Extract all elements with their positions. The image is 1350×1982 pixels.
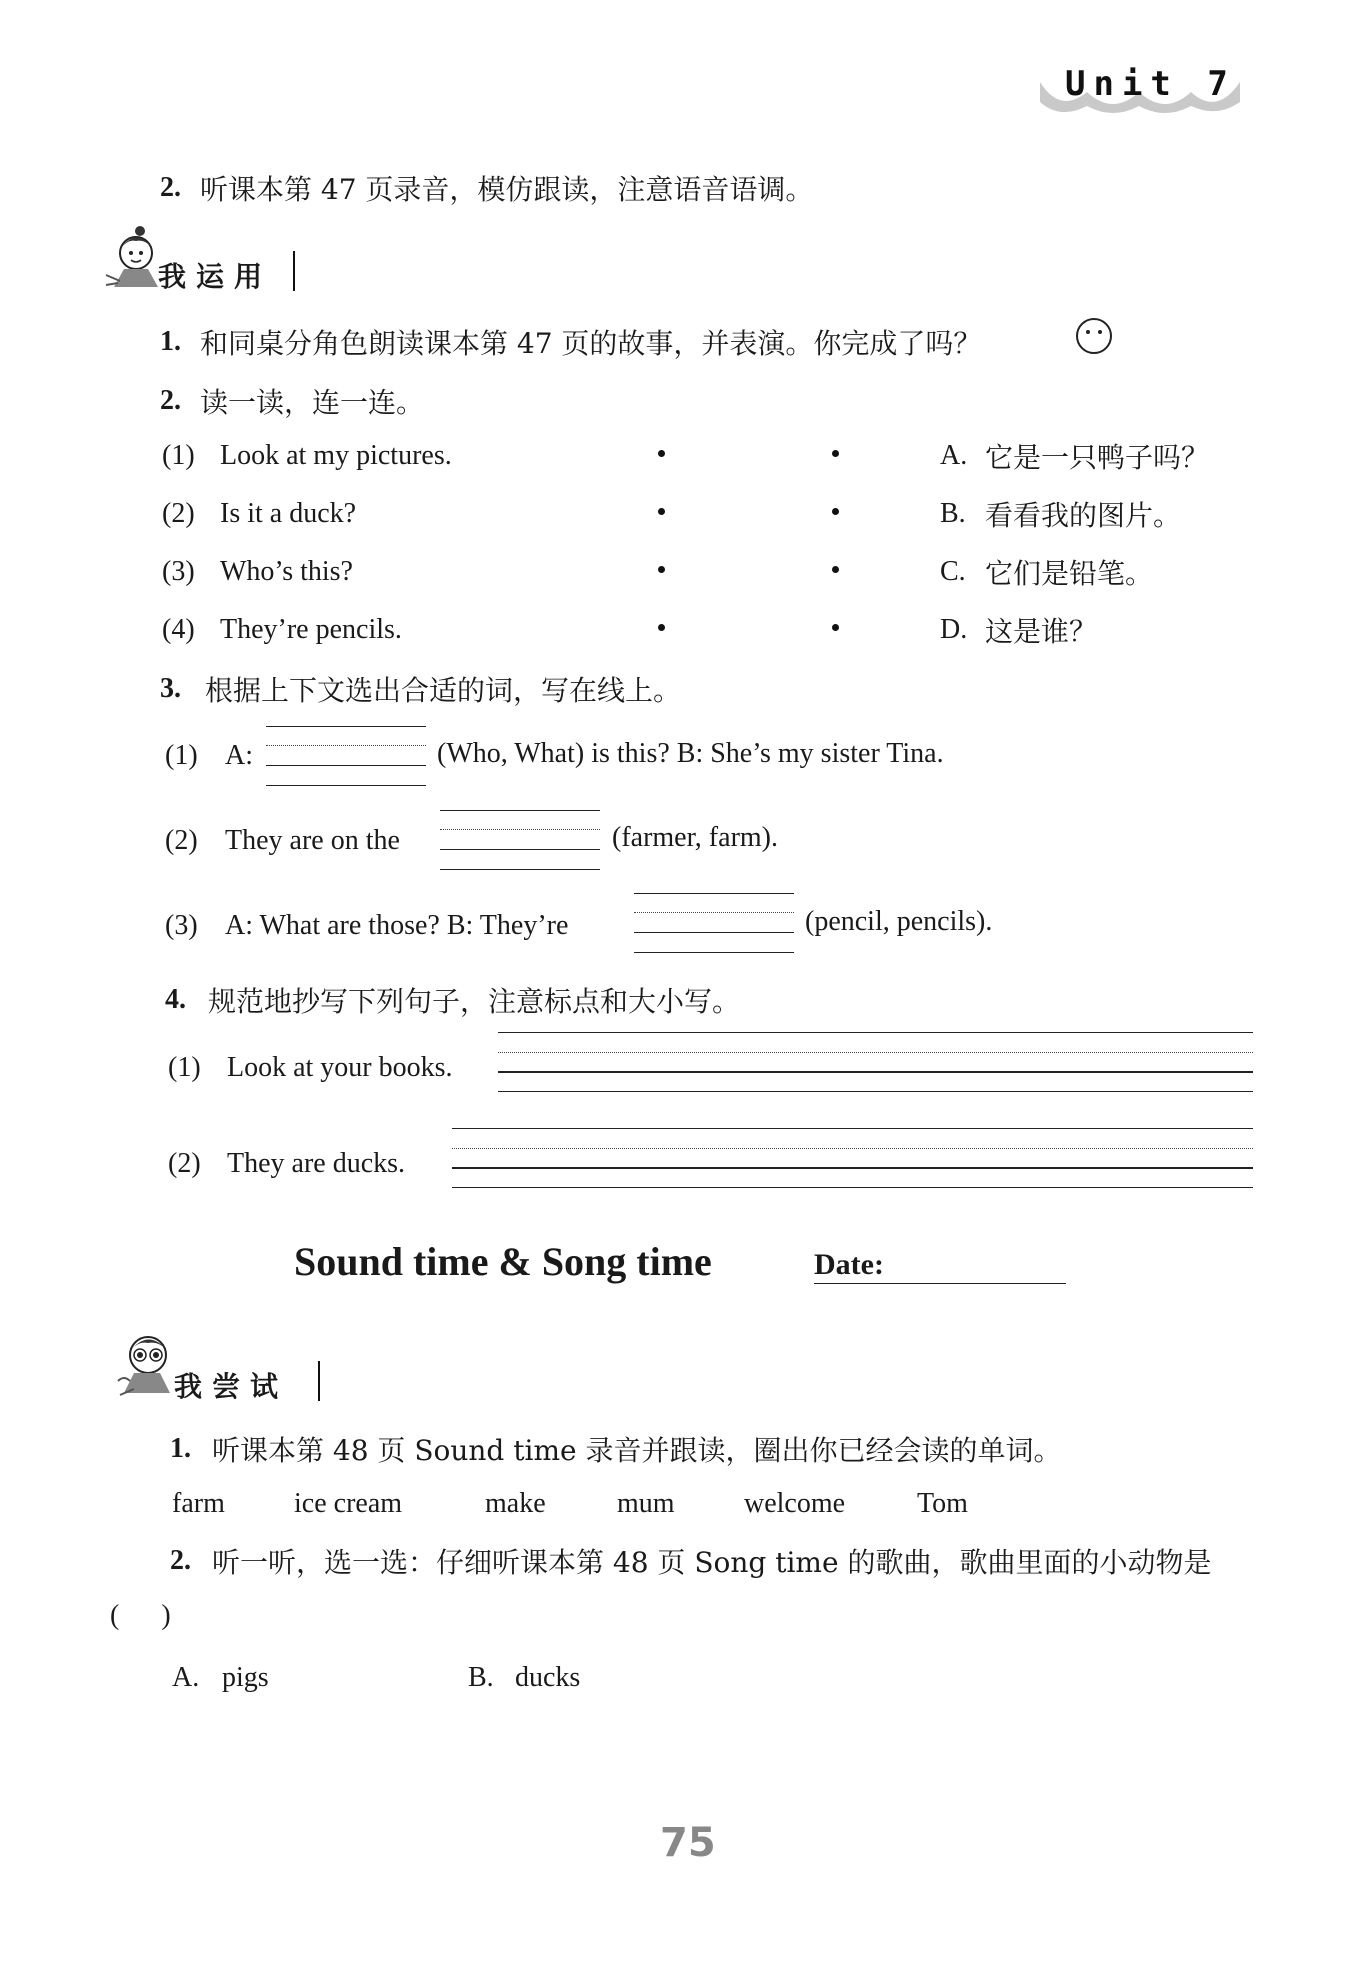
section-title-try: 我尝试 bbox=[174, 1370, 289, 1403]
lesson-title: Sound time & Song time bbox=[294, 1239, 712, 1284]
copy-item-text: Look at your books. bbox=[227, 1052, 453, 1083]
item-number: 1. bbox=[170, 1433, 191, 1464]
fill-item-prefix: A: bbox=[225, 740, 253, 771]
match-left-text: Look at my pictures. bbox=[220, 440, 452, 471]
item-number: 3. bbox=[160, 673, 181, 704]
match-right-dot[interactable] bbox=[832, 450, 839, 457]
fill-item-suffix: (pencil, pencils). bbox=[805, 906, 993, 937]
instruction-text: 听课本第 47 页录音，模仿跟读，注意语音语调。 bbox=[200, 173, 814, 206]
instruction-text: 规范地抄写下列句子，注意标点和大小写。 bbox=[208, 985, 741, 1018]
match-left-text: Who’s this? bbox=[220, 556, 353, 587]
fill-item-index: (2) bbox=[165, 825, 198, 856]
match-left-index: (2) bbox=[162, 498, 195, 529]
fill-item-suffix: (farmer, farm). bbox=[612, 822, 778, 853]
match-right-letter: C. bbox=[940, 556, 966, 587]
match-left-index: (4) bbox=[162, 614, 195, 645]
section-title-apply: 我运用 bbox=[158, 260, 273, 293]
page-number: 75 bbox=[660, 1820, 716, 1866]
match-right-text: 它是一只鸭子吗？ bbox=[985, 441, 1210, 474]
item-number: 1. bbox=[160, 326, 181, 357]
copy-item-text: They are ducks. bbox=[227, 1148, 406, 1179]
match-right-dot[interactable] bbox=[832, 624, 839, 631]
match-right-dot[interactable] bbox=[832, 566, 839, 573]
match-right-dot[interactable] bbox=[832, 508, 839, 515]
option-letter: B. bbox=[468, 1662, 494, 1693]
word-item[interactable]: ice cream bbox=[294, 1488, 403, 1519]
word-item[interactable]: mum bbox=[617, 1488, 675, 1519]
option-letter: A. bbox=[172, 1662, 200, 1693]
match-right-text: 这是谁？ bbox=[985, 615, 1098, 648]
item-number: 4. bbox=[165, 984, 186, 1015]
match-left-dot[interactable] bbox=[658, 450, 665, 457]
match-right-letter: D. bbox=[940, 614, 968, 645]
instruction-text: 和同桌分角色朗读课本第 47 页的故事，并表演。你完成了吗？ bbox=[200, 327, 982, 360]
instruction-text: 根据上下文选出合适的词，写在线上。 bbox=[205, 674, 682, 707]
word-item[interactable]: make bbox=[485, 1488, 546, 1519]
instruction-text: 听课本第 48 页 Sound time 录音并跟读，圈出你已经会读的单词。 bbox=[212, 1434, 1062, 1467]
match-right-text: 它们是铅笔。 bbox=[985, 557, 1154, 590]
date-label: Date: bbox=[814, 1248, 884, 1281]
match-left-dot[interactable] bbox=[658, 508, 665, 515]
answer-bracket[interactable]: ( ) bbox=[110, 1600, 171, 1631]
smiley-face-icon bbox=[1074, 316, 1114, 356]
date-field[interactable] bbox=[814, 1283, 1066, 1284]
match-left-index: (1) bbox=[162, 440, 195, 471]
item-number: 2. bbox=[170, 1545, 191, 1576]
match-left-dot[interactable] bbox=[658, 566, 665, 573]
section-badge-try bbox=[110, 1325, 340, 1403]
copy-item-index: (1) bbox=[168, 1052, 201, 1083]
fill-item-index: (1) bbox=[165, 740, 198, 771]
match-right-text: 看看我的图片。 bbox=[985, 499, 1182, 532]
section-title-divider bbox=[318, 1361, 320, 1401]
option-text[interactable]: ducks bbox=[515, 1662, 581, 1693]
girl-mascot-icon bbox=[100, 225, 166, 295]
section-badge-apply bbox=[100, 225, 320, 295]
match-right-letter: A. bbox=[940, 440, 968, 471]
word-item[interactable]: Tom bbox=[917, 1488, 968, 1519]
instruction-text: 听一听，选一选：仔细听课本第 48 页 Song time 的歌曲，歌曲里面的小动物是 bbox=[212, 1546, 1212, 1579]
match-left-dot[interactable] bbox=[658, 624, 665, 631]
word-item[interactable]: farm bbox=[172, 1488, 225, 1519]
fill-item-prefix: A: What are those? B: They’re bbox=[225, 910, 569, 941]
match-left-text: They’re pencils. bbox=[220, 614, 402, 645]
girl-mascot-icon bbox=[110, 1325, 182, 1403]
word-item[interactable]: welcome bbox=[744, 1488, 846, 1519]
match-left-index: (3) bbox=[162, 556, 195, 587]
fill-item-suffix: (Who, What) is this? B: She’s my sister Tina. bbox=[437, 738, 944, 769]
fill-item-prefix: They are on the bbox=[225, 825, 400, 856]
item-number: 2. bbox=[160, 172, 181, 203]
item-number: 2. bbox=[160, 385, 181, 416]
option-text[interactable]: pigs bbox=[222, 1662, 269, 1693]
match-left-text: Is it a duck? bbox=[220, 498, 357, 529]
section-title-divider bbox=[293, 251, 295, 291]
match-right-letter: B. bbox=[940, 498, 966, 529]
copy-item-index: (2) bbox=[168, 1148, 201, 1179]
instruction-text: 读一读，连一连。 bbox=[200, 386, 425, 419]
unit-label: Unit 7 bbox=[1065, 64, 1236, 104]
unit-tag bbox=[1035, 62, 1245, 116]
fill-item-index: (3) bbox=[165, 910, 198, 941]
